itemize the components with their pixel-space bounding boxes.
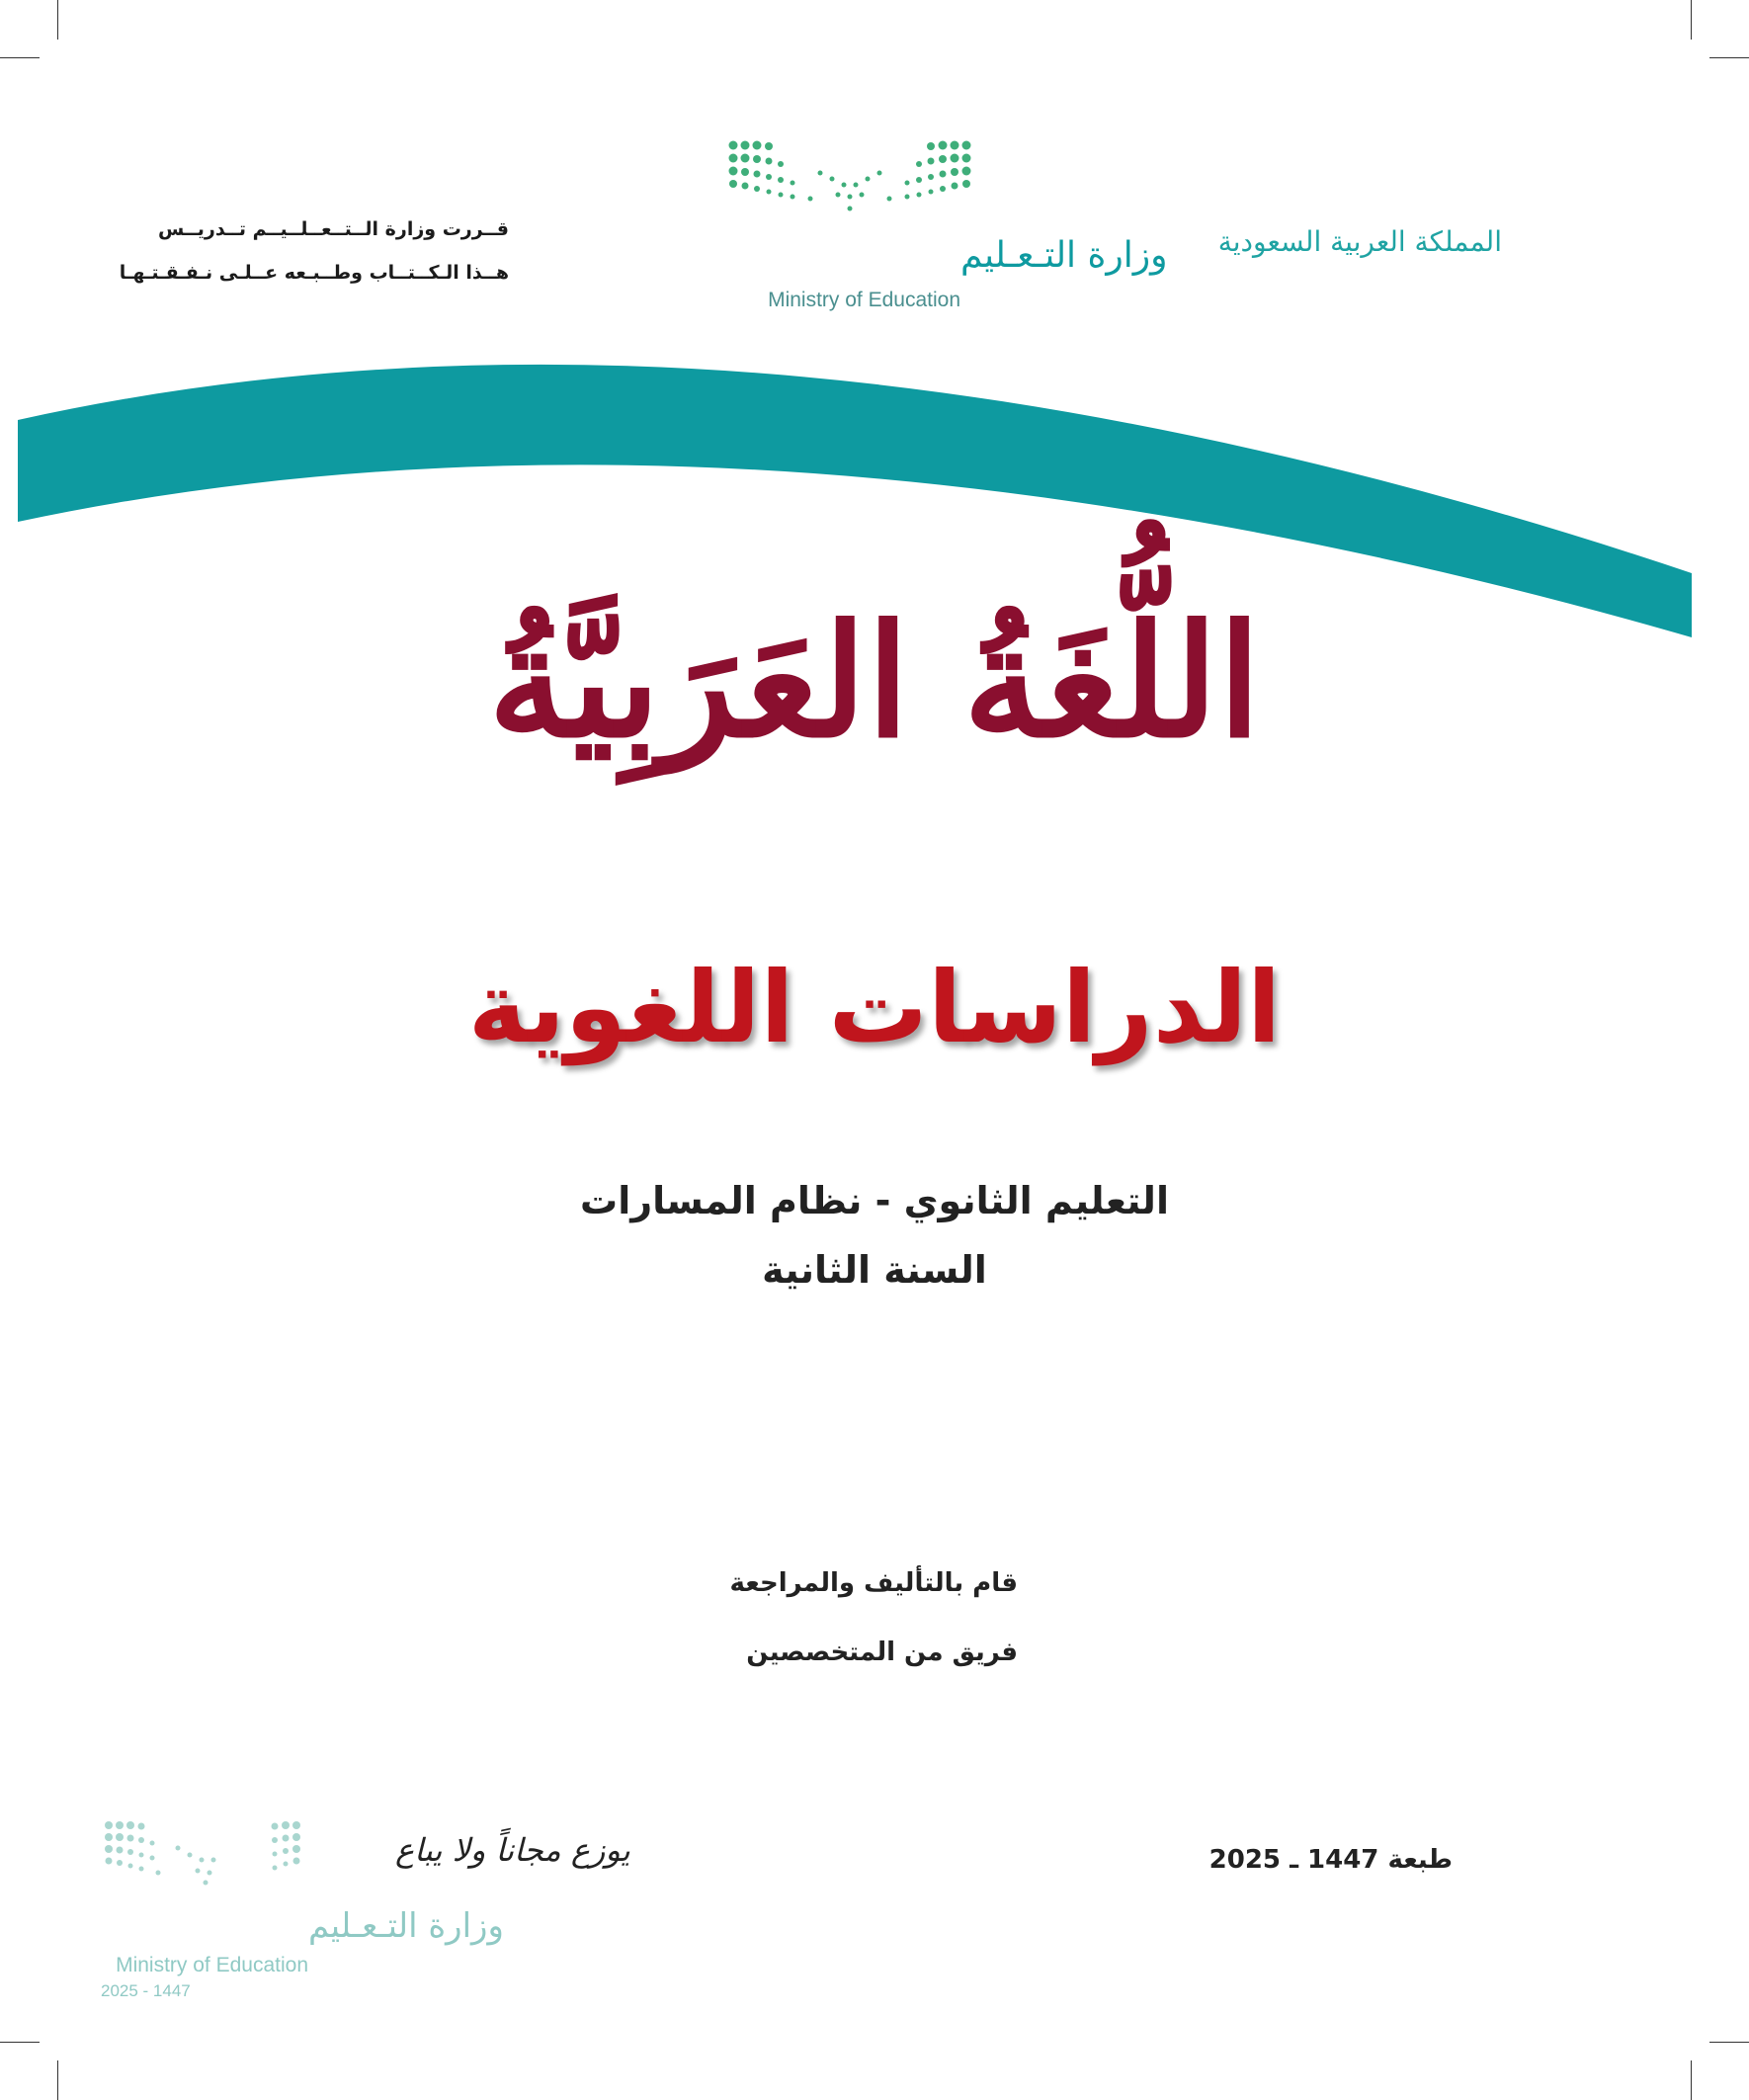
authors-team: فريق من المتخصصين [746,1638,1018,1667]
crop-mark [0,57,40,58]
free-distribution-logo [99,1813,630,2011]
authors-label: قام بالتأليف والمراجعة [729,1568,1018,1598]
education-level: التعليم الثانوي - نظام المسارات [580,1179,1169,1222]
crop-mark [57,2060,58,2100]
school-year: السنة الثانية [762,1248,987,1292]
footer-ministry-name-en: Ministry of Education [116,1954,308,1976]
free-distribution-text: يوزع مجاناً ولا يباع [395,1831,630,1869]
decree-line-1: قــررت وزارة الــتــعــلــيــم تــدريــس [157,218,509,240]
ministry-dots-logo-icon [729,141,971,211]
edition-year: طبعة 1447 ـ 2025 [1208,1845,1453,1875]
footer-ministry-name-ar: وزارة التـعـليم [308,1906,504,1946]
footer-years: 2025 - 1447 [101,1981,191,2000]
book-title: اللُّغَةُ العَرَبِيَّةُ [487,591,1262,772]
decree-line-2: هــذا الـكــتــاب وطــبـعه عــلـى نـفـقـتـهـا [119,262,509,284]
crop-mark [1691,0,1692,40]
crop-mark [1709,57,1749,58]
ministry-dots-logo-light-icon [105,1821,300,1886]
crop-mark [1709,2042,1749,2043]
crop-mark [0,2042,40,2043]
crop-mark [57,0,58,40]
subject-title: الدراسات اللغوية [467,950,1282,1065]
kingdom-name: المملكة العربية السعودية [1217,225,1502,258]
ministry-name-en: Ministry of Education [768,289,960,311]
ministry-logo [711,133,1168,331]
ministry-decree [119,208,509,294]
crop-mark [1691,2060,1692,2100]
ministry-name-ar: وزارة التـعـليم [960,235,1168,276]
